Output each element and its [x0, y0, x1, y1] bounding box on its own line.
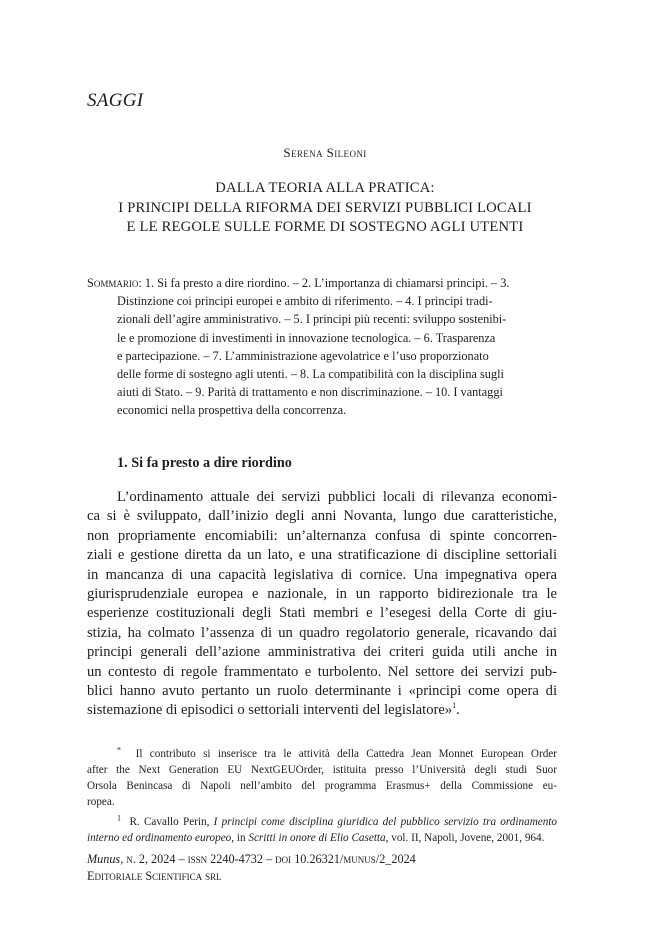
body-line: blici hanno avuto pertanto un ruolo determinante i «principi come opera di [87, 683, 557, 700]
summary [87, 274, 557, 420]
footnotes [87, 746, 557, 846]
title-line: E LE REGOLE SULLE FORME DI SOSTEGNO AGLI UTENTI [126, 219, 524, 235]
body-line: ca si è sviluppato, dall’inizio degli anni Novanta, lungo due caratteristiche, [87, 508, 557, 525]
footnote-line: ropea. [87, 796, 115, 808]
summary-line: Sommario: 1. Si fa presto a dire riordino. – 2. L’importanza di chiamarsi principi. – 3. [87, 276, 510, 290]
footnote-line: interno ed ordinamento europeo, in Scritti in onore di Elio Casetta, vol. II, Napoli, Jovene, 2001, 964. [87, 832, 545, 844]
section-label: SAGGI [87, 90, 144, 111]
footnote-line: Orsola Benincasa di Napoli nell’ambito del programma Erasmus+ della Commissione eu- [87, 780, 557, 792]
body-line: L’ordinamento attuale dei servizi pubblici locali di rilevanza economi- [117, 489, 557, 505]
footnote-1-mark: 1 [117, 813, 121, 823]
article-title [0, 179, 650, 238]
title-line: I PRINCIPI DELLA RIFORMA DEI SERVIZI PUBBLICI LOCALI [118, 199, 532, 216]
summary-label: Sommario: [87, 276, 142, 290]
summary-line: le e promozione di investimenti in innovazione tecnologica. – 6. Trasparenza [117, 330, 496, 345]
body-line: principi generali dell’azione amministrativa dei criteri guida utili anche in [87, 644, 557, 661]
footnote-star-mark: * [117, 745, 121, 755]
journal-name: Munus [87, 852, 121, 866]
footnote-line: after the Next Generation EU NextGEUOrder, istituita presso l’Università degli studi Suor [87, 764, 557, 776]
body-line: sistemazione di episodici o settoriali interventi del legislatore»$^1$. [87, 701, 460, 719]
summary-line: delle forme di sostegno agli utenti. – 8. La compatibilità con la disciplina sugli [117, 367, 504, 382]
summary-line: e partecipazione. – 7. L’amministrazione agevolatrice e l’uso proporzionato [117, 348, 489, 363]
body-line: ziali e gestione diretta da un lato, e una stratificazione di discipline settoriali [87, 547, 557, 564]
summary-line: aiuti di Stato. – 9. Parità di trattamento e non discriminazione. – 10. I vantaggi [117, 385, 503, 400]
title-line: DALLA TEORIA ALLA PRATICA: [215, 180, 435, 196]
author-name: Serena Sileoni [283, 145, 367, 160]
body-line: stizia, ha colmato l’assenza di un quadro regolatorio generale, ricavando dai [87, 624, 557, 641]
footnote-line: $^1$ R. Cavallo Perin, I principi come disciplina giuridica del pubblico servizio tra ordinamento [117, 813, 558, 828]
footnote-ref-1[interactable]: 1 [452, 701, 457, 711]
body-line: un contesto di regole frammentato e turbolento. Nel settore dei servizi pub- [87, 663, 557, 680]
body-line: esperienze costituzionali degli Stati membri e l’esegesi della Corte di giu- [87, 605, 557, 622]
summary-line: Distinzione coi principi europei e ambito di riferimento. – 4. I principi tradi- [117, 294, 493, 309]
summary-line: zionali dell’agire amministrativo. – 5. I principi più recenti: sviluppo sostenibi- [117, 312, 507, 327]
summary-line: economici nella prospettiva della concorrenza. [117, 403, 347, 418]
section-heading: 1. Si fa presto a dire riordino [117, 455, 292, 471]
page-footer [87, 851, 416, 885]
body-paragraph [87, 488, 557, 721]
body-line: giurisprudenziale europea e nazionale, in un rapporto bidirezionale tra le [87, 586, 557, 603]
footnote-line: * Il contributo si inserisce tra le attività della Cattedra Jean Monnet European Order [117, 745, 557, 760]
footer-citation: Munus, n. 2, 2024 – issn 2240-4732 – doi 10.26321/munus/2_2024 [87, 852, 416, 866]
body-line: non propriamente encomiabili: un’alternanza confusa di spinte concorren- [87, 527, 557, 544]
publisher-name: Editoriale Scientifica srl [87, 869, 222, 883]
body-line: in mancanza di una capacità legislativa di cornice. Una impegnativa opera [87, 566, 557, 583]
